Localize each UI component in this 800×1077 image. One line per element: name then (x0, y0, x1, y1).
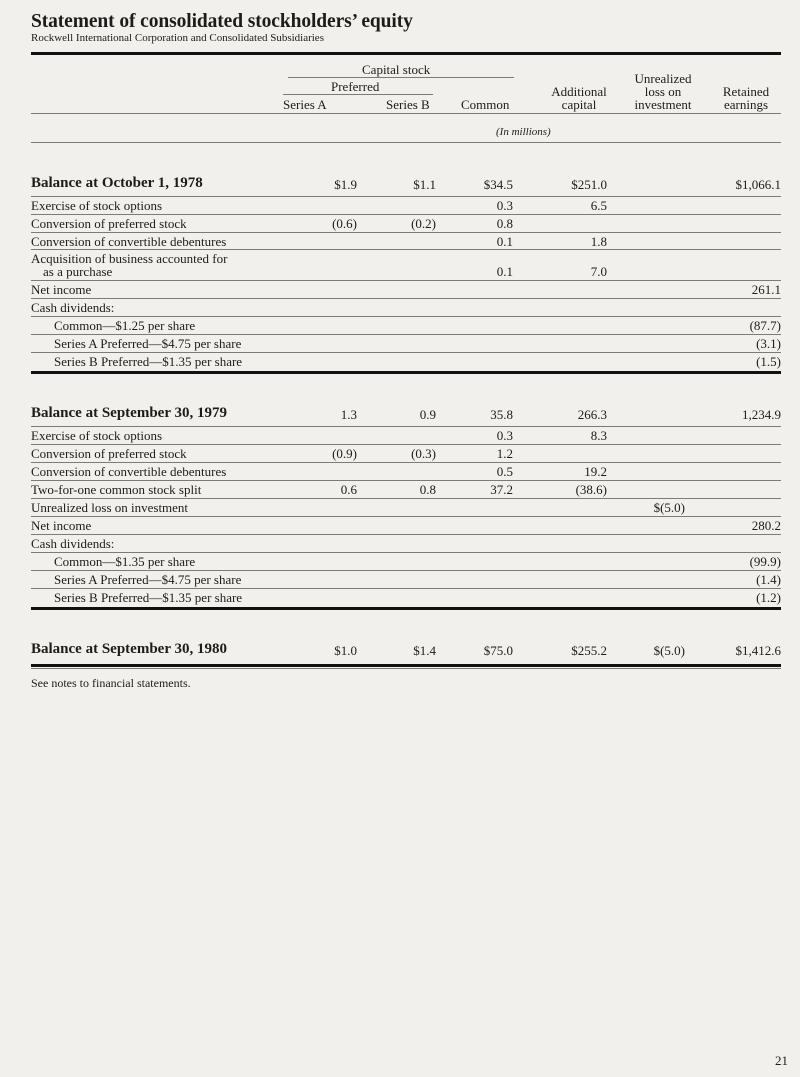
column-header-retained-line2: earnings (723, 97, 769, 112)
cell-series-b: $1.1 (413, 177, 436, 192)
row-label: Acquisition of business accounted for (31, 251, 228, 266)
column-group-preferred: Preferred (331, 79, 380, 94)
cell-common: 0.1 (496, 264, 513, 279)
row-rule (31, 249, 781, 250)
cell-retained-earnings: (99.9) (749, 554, 781, 569)
cell-retained-earnings: $1,412.6 (735, 643, 781, 658)
units-label: (In millions) (496, 126, 551, 138)
top-rule (31, 52, 781, 55)
row-rule (31, 196, 781, 197)
cell-additional-capital: $251.0 (571, 177, 607, 192)
page-title: Statement of consolidated stockholders’ equity (31, 11, 413, 32)
cell-retained-earnings: 280.2 (751, 518, 781, 533)
cell-additional-capital: 7.0 (590, 264, 607, 279)
cell-series-a: (0.6) (332, 216, 357, 231)
column-header-unrealized-loss (627, 72, 699, 111)
cell-common: 0.5 (496, 464, 513, 479)
row-rule (31, 426, 781, 427)
row-rule (31, 534, 781, 535)
cell-additional-capital: 6.5 (590, 198, 607, 213)
column-header-unrealized-line2: loss on (644, 84, 682, 99)
footnote: See notes to financial statements. (31, 676, 191, 690)
cell-series-a: $1.9 (334, 177, 357, 192)
cell-common: 37.2 (490, 482, 513, 497)
column-header-additional-line1: Additional (551, 84, 607, 99)
row-label: Series B Preferred—$1.35 per share (54, 354, 243, 369)
cell-additional-capital: 19.2 (584, 464, 607, 479)
cell-additional-capital: 1.8 (590, 234, 607, 249)
cell-unrealized-loss: $(5.0) (653, 500, 685, 515)
row-rule (31, 298, 781, 299)
row-rule (31, 552, 781, 553)
cell-additional-capital: (38.6) (575, 482, 607, 497)
column-header-common: Common (461, 97, 510, 112)
cell-additional-capital: 266.3 (577, 407, 607, 422)
header-rule (31, 113, 781, 114)
cell-retained-earnings: (1.4) (756, 572, 781, 587)
row-rule (31, 352, 781, 353)
cell-additional-capital: 8.3 (590, 428, 607, 443)
row-label: Conversion of convertible debentures (31, 234, 227, 249)
cell-series-b: (0.2) (411, 216, 436, 231)
cell-additional-capital: $255.2 (571, 643, 607, 658)
row-label: Unrealized loss on investment (31, 500, 189, 515)
cell-series-b: 0.9 (419, 407, 436, 422)
column-header-retained-earnings (718, 85, 774, 111)
row-label: Balance at October 1, 1978 (31, 175, 203, 191)
column-header-series-b: Series B (386, 97, 430, 112)
row-rule (31, 316, 781, 317)
row-rule (31, 498, 781, 499)
row-label: Series A Preferred—$4.75 per share (54, 572, 242, 587)
row-label: Net income (31, 282, 92, 297)
row-rule (31, 588, 781, 589)
row-rule (31, 280, 781, 281)
row-label: Series B Preferred—$1.35 per share (54, 590, 243, 605)
cell-common: 0.8 (496, 216, 513, 231)
row-label: Net income (31, 518, 92, 533)
cell-retained-earnings: (1.2) (756, 590, 781, 605)
page-number: 21 (775, 1053, 788, 1068)
cell-retained-earnings: $1,066.1 (735, 177, 781, 192)
row-label: Common—$1.35 per share (54, 554, 196, 569)
row-rule (31, 232, 781, 233)
cell-retained-earnings: (3.1) (756, 336, 781, 351)
row-label: Conversion of preferred stock (31, 446, 187, 461)
cell-common: 35.8 (490, 407, 513, 422)
row-rule (31, 570, 781, 571)
row-label: Conversion of preferred stock (31, 216, 187, 231)
cell-retained-earnings: 261.1 (751, 282, 781, 297)
row-label: Common—$1.25 per share (54, 318, 196, 333)
page-subtitle: Rockwell International Corporation and Consolidated Subsidiaries (31, 32, 324, 44)
cell-common: $75.0 (483, 643, 513, 658)
cell-series-b: $1.4 (413, 643, 436, 658)
units-rule (31, 142, 781, 143)
row-label: Two-for-one common stock split (31, 482, 202, 497)
double-rule-bottom (31, 668, 781, 669)
column-header-unrealized-line3: investment (634, 97, 692, 112)
row-rule (31, 444, 781, 445)
section-end-rule (31, 371, 781, 374)
row-label: Balance at September 30, 1979 (31, 405, 227, 421)
row-rule (31, 516, 781, 517)
row-rule (31, 334, 781, 335)
row-rule (31, 480, 781, 481)
column-header-additional-capital (548, 85, 610, 111)
row-label: Series A Preferred—$4.75 per share (54, 336, 242, 351)
cell-retained-earnings: (87.7) (749, 318, 781, 333)
column-group-capital-stock: Capital stock (362, 62, 431, 77)
capital-stock-rule (288, 77, 514, 78)
cell-common: 0.3 (496, 428, 513, 443)
cell-common: 0.1 (496, 234, 513, 249)
cell-unrealized-loss: $(5.0) (653, 643, 685, 658)
preferred-rule (283, 94, 433, 95)
cell-common: $34.5 (483, 177, 513, 192)
column-header-retained-line1: Retained (722, 84, 770, 99)
cell-series-a: 1.3 (340, 407, 357, 422)
cell-retained-earnings: 1,234.9 (742, 407, 781, 422)
row-label: Balance at September 30, 1980 (31, 641, 227, 657)
row-label: Exercise of stock options (31, 428, 163, 443)
cell-series-b: (0.3) (411, 446, 436, 461)
column-header-unrealized-line1: Unrealized (634, 71, 692, 86)
row-label: Cash dividends: (31, 536, 115, 551)
row-label-continuation: as a purchase (43, 264, 113, 279)
column-header-series-a: Series A (283, 97, 327, 112)
cell-series-a: 0.6 (340, 482, 357, 497)
cell-series-a: (0.9) (332, 446, 357, 461)
double-rule-top (31, 664, 781, 667)
cell-series-a: $1.0 (334, 643, 357, 658)
cell-retained-earnings: (1.5) (756, 354, 781, 369)
row-label: Conversion of convertible debentures (31, 464, 227, 479)
row-rule (31, 214, 781, 215)
row-label: Cash dividends: (31, 300, 115, 315)
cell-common: 0.3 (496, 198, 513, 213)
column-header-additional-line2: capital (561, 97, 597, 112)
section-end-rule (31, 607, 781, 610)
row-rule (31, 462, 781, 463)
cell-series-b: 0.8 (419, 482, 436, 497)
cell-common: 1.2 (496, 446, 513, 461)
row-label: Exercise of stock options (31, 198, 163, 213)
